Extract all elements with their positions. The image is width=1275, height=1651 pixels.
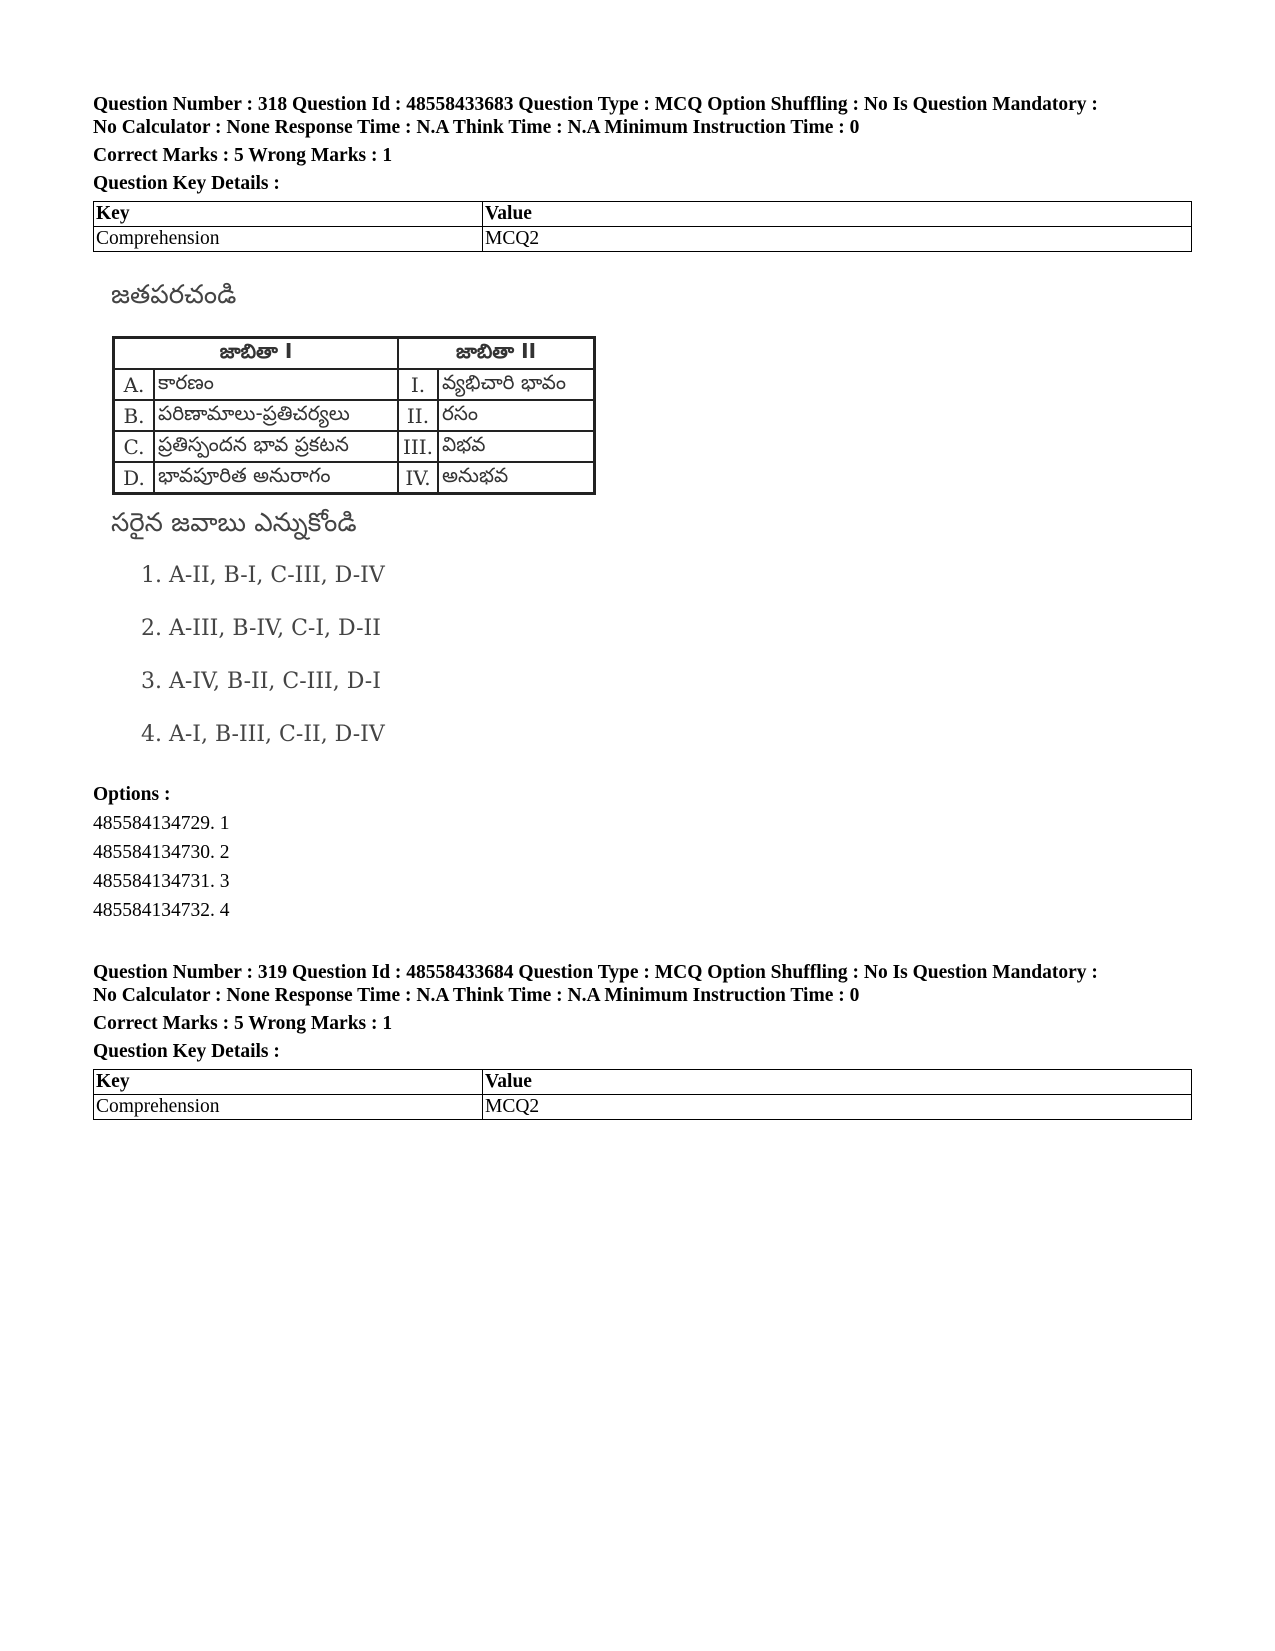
key-details-heading: Question Key Details :: [93, 1041, 280, 1062]
key-details-table: [93, 201, 1192, 252]
list-1-heading: జాబితా I: [114, 338, 399, 370]
key-details-heading: Question Key Details :: [93, 173, 280, 194]
choice-item: 4. A-I, B-III, C-II, D-IV: [141, 722, 385, 747]
list-1-item: ప్రతిస్పందన భావ ప్రకటన: [154, 431, 398, 462]
question-meta-line-1: Question Number : 318 Question Id : 48558433683 Question Type : MCQ Option Shuffling : No Is Question Mandatory :: [93, 94, 1098, 115]
match-header-row: [114, 338, 595, 370]
list-1-item: పరిణామాలు-ప్రతిచర్యలు: [154, 400, 398, 431]
prompt-text: సరైన జవాబు ఎన్నుకోండి: [111, 508, 357, 538]
question-318-header: [93, 93, 1193, 252]
option-item: 485584134732. 4: [93, 900, 230, 921]
choice-item: 3. A-IV, B-II, C-III, D-I: [141, 669, 381, 694]
list-2-item: అనుభవ: [438, 462, 595, 494]
list-1-item: కారణం: [154, 369, 398, 400]
row-numeral: I.: [398, 369, 438, 400]
choice-item: 2. A-III, B-IV, C-I, D-II: [141, 616, 381, 641]
marks-line: Correct Marks : 5 Wrong Marks : 1: [93, 1013, 393, 1034]
question-meta-line-2: No Calculator : None Response Time : N.A Think Time : N.A Minimum Instruction Time : 0: [93, 117, 860, 138]
header-value: Value: [483, 202, 1192, 227]
match-row: [114, 431, 595, 462]
row-letter: C.: [114, 431, 155, 462]
row-numeral: III.: [398, 431, 438, 462]
header-key: Key: [94, 1070, 483, 1095]
list-2-item: వ్యభిచారి భావం: [438, 369, 595, 400]
list-2-item: విభవ: [438, 431, 595, 462]
option-item: 485584134729. 1: [93, 813, 230, 834]
header-key: Key: [94, 202, 483, 227]
row-letter: B.: [114, 400, 155, 431]
question-meta: [93, 93, 1193, 139]
question-meta-line-1: Question Number : 319 Question Id : 48558433684 Question Type : MCQ Option Shuffling : No Is Question Mandatory :: [93, 962, 1098, 983]
cell-key: Comprehension: [94, 1095, 483, 1120]
header-value: Value: [483, 1070, 1192, 1095]
list-1-item: భావపూరిత అనురాగం: [154, 462, 398, 494]
row-letter: A.: [114, 369, 155, 400]
row-numeral: IV.: [398, 462, 438, 494]
options-section: [93, 780, 230, 925]
question-image: [93, 280, 633, 760]
options-heading: Options :: [93, 784, 171, 805]
question-319-header: [93, 961, 1193, 1120]
list-2-item: రసం: [438, 400, 595, 431]
marks-line: Correct Marks : 5 Wrong Marks : 1: [93, 145, 393, 166]
key-details-table: [93, 1069, 1192, 1120]
list-2-heading: జాబితా II: [398, 338, 595, 370]
option-item: 485584134730. 2: [93, 842, 230, 863]
match-row: [114, 462, 595, 494]
instruction-text: జతపరచండి: [111, 280, 237, 310]
option-item: 485584134731. 3: [93, 871, 230, 892]
table-header-row: [94, 1070, 1192, 1095]
cell-value: MCQ2: [483, 1095, 1192, 1120]
question-meta: [93, 961, 1193, 1007]
question-meta-line-2: No Calculator : None Response Time : N.A Think Time : N.A Minimum Instruction Time : 0: [93, 985, 860, 1006]
table-row: [94, 1095, 1192, 1120]
match-table: [112, 336, 596, 495]
row-numeral: II.: [398, 400, 438, 431]
match-row: [114, 400, 595, 431]
cell-value: MCQ2: [483, 227, 1192, 252]
row-letter: D.: [114, 462, 155, 494]
table-row: [94, 227, 1192, 252]
match-row: [114, 369, 595, 400]
cell-key: Comprehension: [94, 227, 483, 252]
choice-item: 1. A-II, B-I, C-III, D-IV: [141, 563, 385, 588]
table-header-row: [94, 202, 1192, 227]
